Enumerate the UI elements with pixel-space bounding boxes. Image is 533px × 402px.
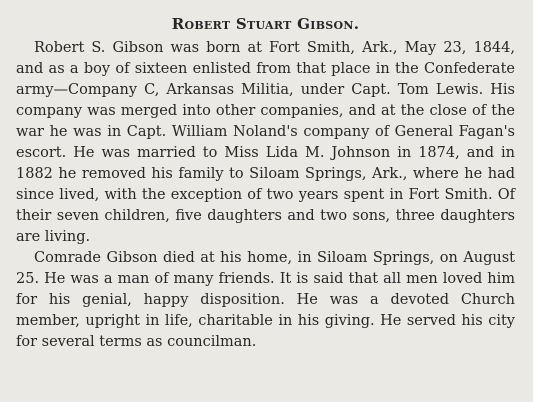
page-title: Robert Stuart Gibson. [171, 15, 360, 33]
paragraph-2: Comrade Gibson died at his home, in Siloam Springs, on August 25. He was a man of many friends. It is said that all men loved him for his genial, happy disposition. He was a devoted Church member, upright in life, charitable in his giving. He served his city for several terms as councilman. [16, 250, 515, 350]
paragraph-1: Robert S. Gibson was born at Fort Smith, Ark., May 23, 1844, and as a boy of sixteen enlisted from that place in the Confederate army—Company C, Arkansas Militia, under Capt. Tom Lewis. His company was merged into other companies, and at the close of the war he was in Capt. William Noland's company of General Fagan's escort. He was married to Miss Lida M. Johnson in 1874, and in 1882 he removed his family to Siloam Springs, Ark., where he had since lived, with the exception of two years spent in Fort Smith. Of their seven children, five daughters and two sons, three daughters are living. [16, 40, 515, 245]
document-page [16, 14, 515, 353]
